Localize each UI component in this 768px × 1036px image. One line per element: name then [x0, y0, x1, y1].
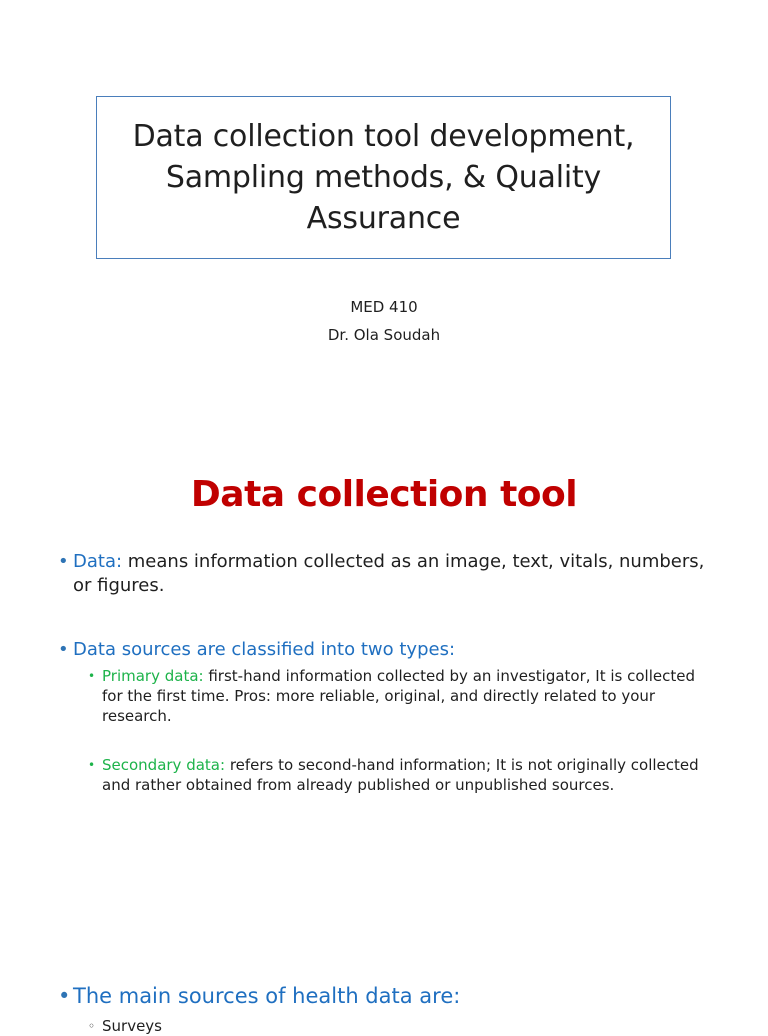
slide-heading: Data collection tool — [190, 474, 578, 515]
term-secondary: Secondary data: — [102, 756, 226, 774]
definition-primary: first-hand information collected by an investigator, It is collected for the first time. Pros: more reliable, original, and directly related to your research. — [102, 667, 695, 725]
definition-data: means information collected as an image, text, vitals, numbers, or figures. — [73, 551, 705, 596]
term-data: Data: — [73, 551, 123, 572]
bullet-health-sources — [58, 984, 718, 1008]
course-code: MED 410 — [350, 298, 418, 316]
bullet-dot-icon: • — [58, 639, 69, 660]
sub-bullet-dot-icon: ◦ — [88, 1019, 96, 1033]
sub-bullet-dot-icon: • — [88, 758, 96, 772]
bullet-body — [58, 550, 718, 598]
content-slide — [0, 430, 768, 1035]
title-box — [96, 96, 671, 259]
sub-bullet-secondary — [88, 755, 718, 795]
sub-bullet-surveys — [88, 1016, 718, 1036]
title-slide — [0, 0, 768, 430]
slide-title: Data collection tool development, Sampling methods, & Quality Assurance — [132, 119, 635, 236]
sub-bullet-body — [88, 755, 718, 795]
bullet-data-definition — [58, 550, 718, 598]
bullet-dot-icon: • — [58, 984, 71, 1008]
surveys-label: Surveys — [102, 1017, 162, 1035]
sources-heading: Data sources are classified into two types: — [73, 639, 456, 660]
bullet-dot-icon: • — [58, 551, 69, 572]
sub-bullet-dot-icon: • — [88, 669, 96, 683]
definition-secondary: refers to second-hand information; It is not originally collected and rather obtained from already published or unpublished sources. — [102, 756, 699, 794]
sub-bullet-primary — [88, 666, 718, 726]
author-name: Dr. Ola Soudah — [327, 326, 441, 344]
health-sources-heading: The main sources of health data are: — [73, 984, 461, 1008]
sub-bullet-body — [88, 666, 718, 726]
bullet-data-sources — [58, 638, 718, 662]
term-primary: Primary data: — [102, 667, 204, 685]
